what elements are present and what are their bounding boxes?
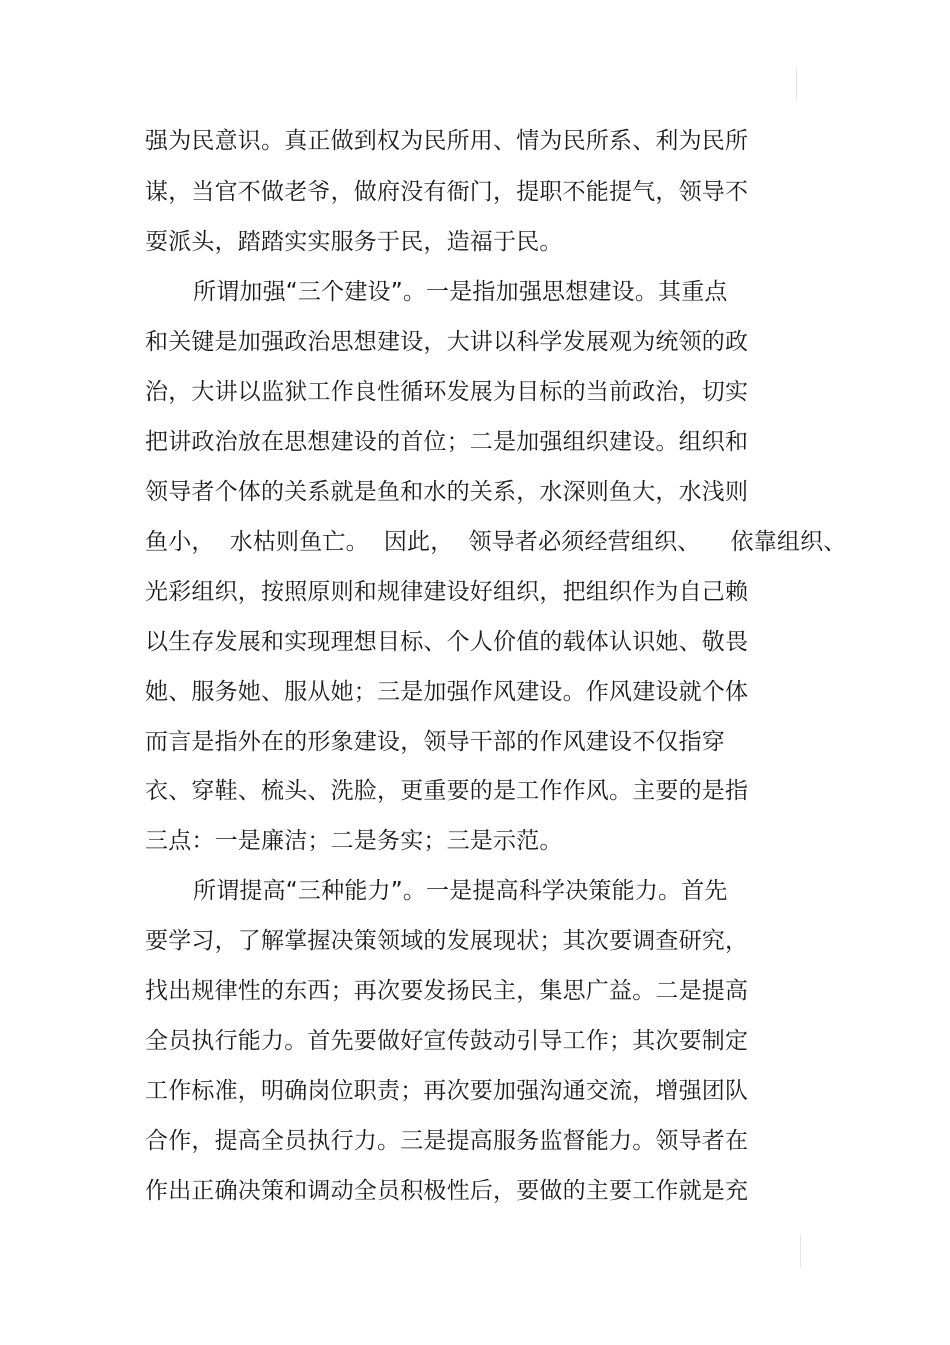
text-line: 和关键是加强政治思想建设，大讲以科学发展观为统领的政 — [145, 329, 749, 355]
text-line: 她、服务她、服从她；三是加强作风建设。作风建设就个体 — [145, 679, 749, 705]
text-line: 找出规律性的东西；再次要发扬民主，集思广益。二是提高 — [145, 978, 749, 1004]
text-line: 领导者个体的关系就是鱼和水的关系，水深则鱼大，水浅则 — [145, 479, 749, 505]
text-line: 工作标准，明确岗位职责；再次要加强沟通交流，增强团队 — [145, 1078, 749, 1104]
text-line: 鱼小， 水枯则鱼亡。 因此， 领导者必须经营组织、 依靠组织、 — [145, 529, 847, 555]
text-line: 把讲政治放在思想建设的首位；二是加强组织建设。组织和 — [145, 429, 749, 455]
text-line: 三点：一是廉洁；二是务实；三是示范。 — [145, 828, 563, 854]
text-line: 全员执行能力。首先要做好宣传鼓动引导工作；其次要制定 — [145, 1028, 749, 1054]
text-line: 谋，当官不做老爷，做府没有衙门，提职不能提气，领导不 — [145, 179, 749, 205]
text-line: 要学习，了解掌握决策领域的发展现状；其次要调查研究， — [145, 928, 749, 954]
text-line: 合作，提高全员执行力。三是提高服务监督能力。领导者在 — [145, 1128, 749, 1154]
margin-mark-top — [796, 68, 797, 100]
paragraph-start-line: 所谓提高“三种能力”。一是提高科学决策能力。首先 — [193, 878, 728, 904]
paragraph-start-line: 所谓加强“三个建设”。一是指加强思想建设。其重点 — [193, 279, 728, 305]
margin-mark-bottom — [800, 1235, 801, 1267]
text-line: 治，大讲以监狱工作良性循环发展为目标的当前政治，切实 — [145, 379, 749, 405]
text-line: 作出正确决策和调动全员积极性后，要做的主要工作就是充 — [145, 1178, 749, 1204]
text-line: 而言是指外在的形象建设，领导干部的作风建设不仅指穿 — [145, 729, 725, 755]
text-line: 衣、穿鞋、梳头、洗脸，更重要的是工作作风。主要的是指 — [145, 778, 749, 804]
text-line: 强为民意识。真正做到权为民所用、情为民所系、利为民所 — [145, 128, 749, 154]
text-line: 以生存发展和实现理想目标、个人价值的载体认识她、敬畏 — [145, 629, 749, 655]
text-line: 耍派头，踏踏实实服务于民，造福于民。 — [145, 229, 563, 255]
text-line: 光彩组织，按照原则和规律建设好组织，把组织作为自己赖 — [145, 579, 749, 605]
